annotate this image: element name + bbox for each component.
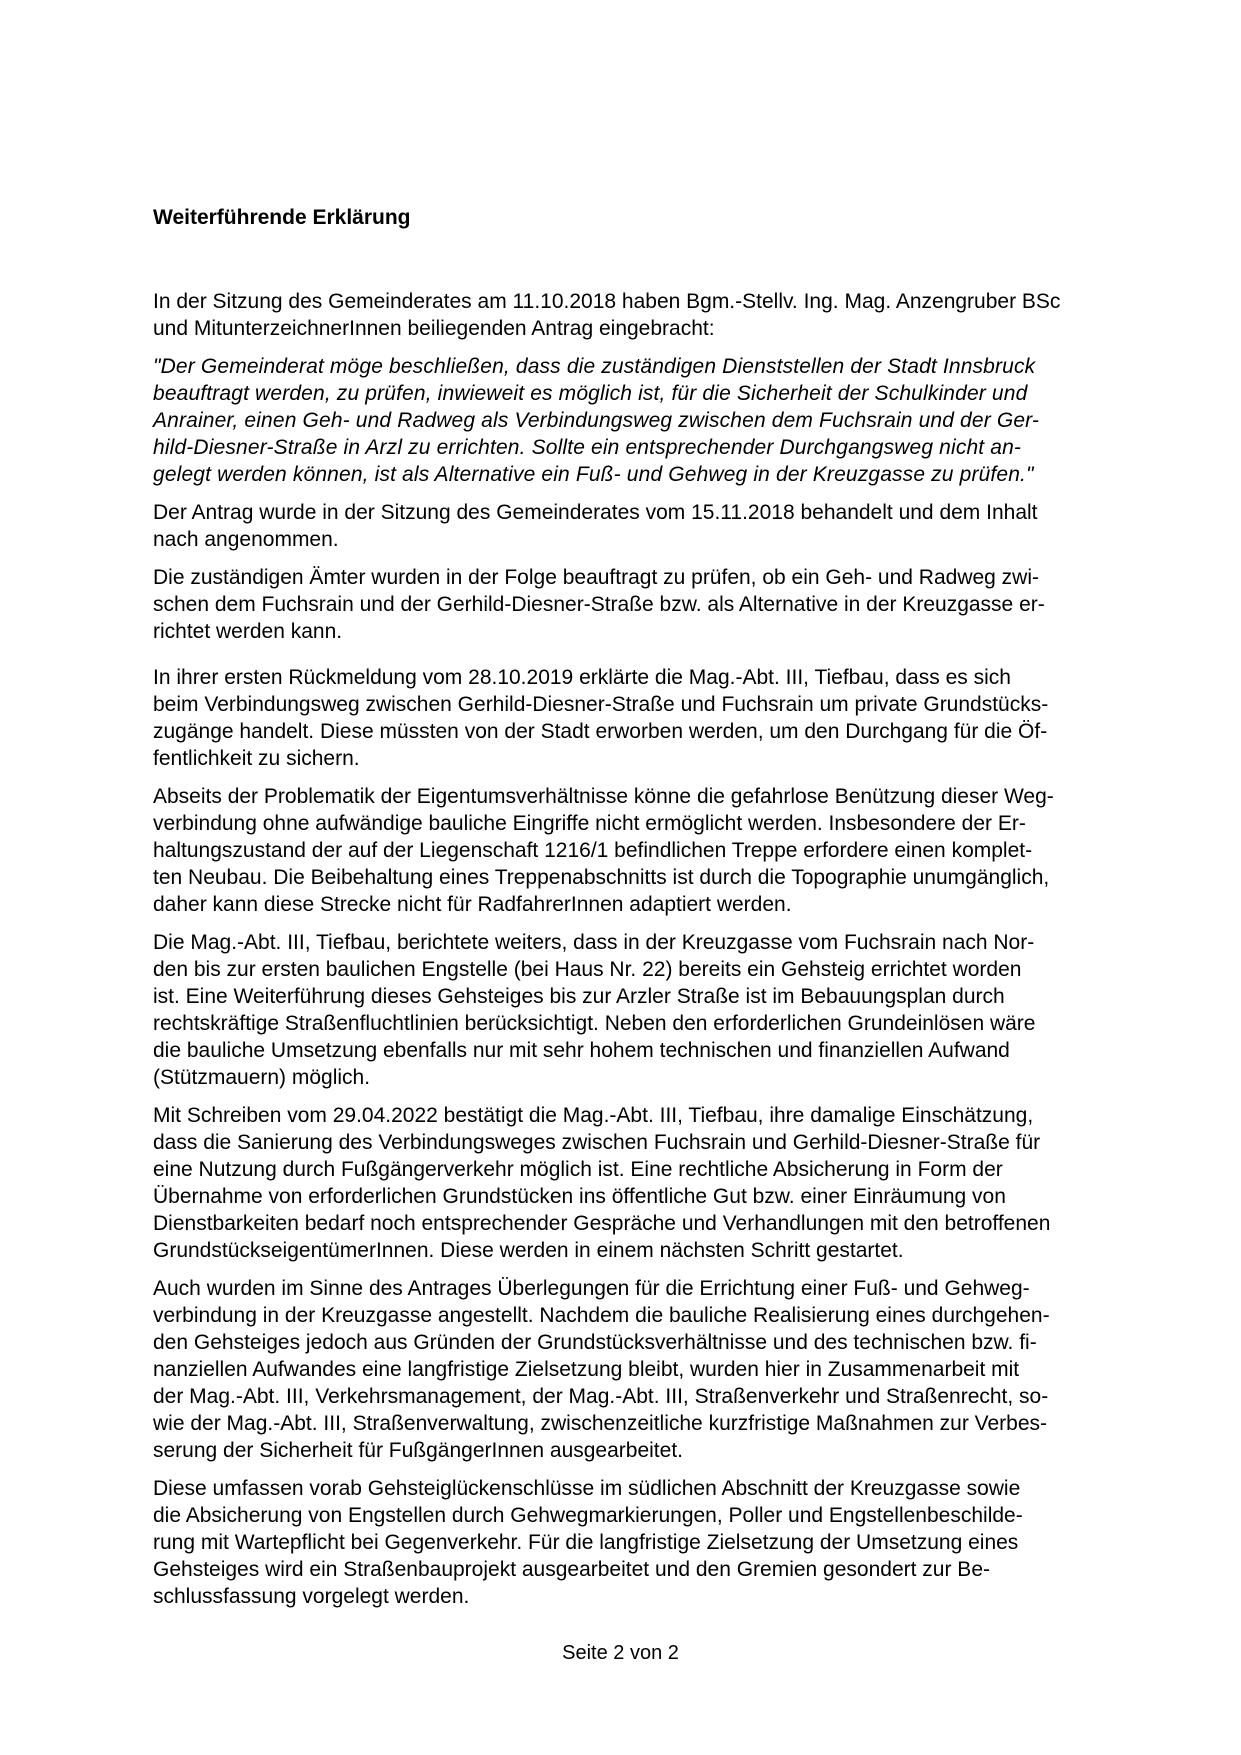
paragraph-line: zugänge handelt. Diese müssten von der Stadt erworben werden, um den Durchgang für die Öf- xyxy=(153,720,1048,743)
paragraph-line: In ihrer ersten Rückmeldung vom 28.10.2019 erklärte die Mag.-Abt. III, Tiefbau, dass es sich xyxy=(153,666,1011,689)
quote-line: Anrainer, einen Geh- und Radweg als Verbindungsweg zwischen dem Fuchsrain und der Ger- xyxy=(153,409,1040,432)
paragraph-line: und MitunterzeichnerInnen beiliegenden Antrag eingebracht: xyxy=(153,317,715,340)
quote-line: hild-Diesner-Straße in Arzl zu errichten. Sollte ein entsprechender Durchgangsweg nicht an- xyxy=(153,436,1022,459)
paragraph-line: ten Neubau. Die Beibehaltung eines Treppenabschnitts ist durch die Topographie unumgänglich, xyxy=(153,866,1050,889)
paragraph-line: den bis zur ersten baulichen Engstelle (bei Haus Nr. 22) bereits ein Gehsteig errichtet worden xyxy=(153,958,1022,981)
paragraph-line: eine Nutzung durch Fußgängerverkehr möglich ist. Eine rechtliche Absicherung in Form der xyxy=(153,1158,1003,1181)
paragraph-first-feedback xyxy=(153,664,1138,772)
paragraph-assignment xyxy=(153,564,1138,645)
paragraph-line: In der Sitzung des Gemeinderates am 11.10.2018 haben Bgm.-Stellv. Ing. Mag. Anzengruber BSc xyxy=(153,290,1061,313)
paragraph-intro xyxy=(153,288,1138,342)
paragraph-line: dass die Sanierung des Verbindungsweges zwischen Fuchsrain und Gerhild-Diesner-Straße für xyxy=(153,1131,1041,1154)
paragraph-line: Diese umfassen vorab Gehsteiglückenschlüsse im südlichen Abschnitt der Kreuzgasse sowie xyxy=(153,1477,1021,1500)
paragraph-line: Mit Schreiben vom 29.04.2022 bestätigt die Mag.-Abt. III, Tiefbau, ihre damalige Einschätzung, xyxy=(153,1104,1034,1127)
document-body xyxy=(153,204,1138,1621)
paragraph-letter-2022 xyxy=(153,1102,1138,1264)
paragraph-ownership xyxy=(153,783,1138,918)
paragraph-line: (Stützmauern) möglich. xyxy=(153,1066,371,1089)
paragraph-line: Die zuständigen Ämter wurden in der Folge beauftragt zu prüfen, ob ein Geh- und Radweg zwi- xyxy=(153,566,1039,589)
document-heading: Weiterführende Erklärung xyxy=(153,206,411,229)
paragraph-line: die bauliche Umsetzung ebenfalls nur mit sehr hohem technischen und finanziellen Aufwand xyxy=(153,1039,1010,1062)
paragraph-line: Gehsteiges wird ein Straßenbauprojekt ausgearbeitet und den Gremien gesondert zur Be- xyxy=(153,1558,990,1581)
paragraph-line: richtet werden kann. xyxy=(153,620,343,643)
paragraph-line: Abseits der Problematik der Eigentumsverhältnisse könne die gefahrlose Benützung dieser Weg- xyxy=(153,785,1054,808)
paragraph-line: rung mit Wartepflicht bei Gegenverkehr. Für die langfristige Zielsetzung der Umsetzung eines xyxy=(153,1531,1019,1554)
paragraph-line: ist. Eine Weiterführung dieses Gehsteiges bis zur Arzler Straße ist im Bebauungsplan durch xyxy=(153,985,1005,1008)
paragraph-line: beim Verbindungsweg zwischen Gerhild-Diesner-Straße und Fuchsrain um private Grundstücks- xyxy=(153,693,1049,716)
paragraph-decision xyxy=(153,499,1138,553)
paragraph-line: serung der Sicherheit für FußgängerInnen ausgearbeitet. xyxy=(153,1439,683,1462)
paragraph-measures xyxy=(153,1275,1138,1464)
page-number-footer: Seite 2 von 2 xyxy=(562,1642,679,1664)
paragraph-line: Die Mag.-Abt. III, Tiefbau, berichtete weiters, dass in der Kreuzgasse vom Fuchsrain nach Nor- xyxy=(153,931,1035,954)
paragraph-line: schlussfassung vorgelegt werden. xyxy=(153,1585,470,1608)
paragraph-line: daher kann diese Strecke nicht für RadfahrerInnen adaptiert werden. xyxy=(153,893,792,916)
paragraph-line: nanziellen Aufwandes eine langfristige Zielsetzung bleibt, wurden hier in Zusammenarbeit mit xyxy=(153,1358,1020,1381)
quote-line: gelegt werden können, ist als Alternative ein Fuß- und Gehweg in der Kreuzgasse zu prüfen." xyxy=(153,463,1034,486)
paragraph-line: rechtskräftige Straßenfluchtlinien berücksichtigt. Neben den erforderlichen Grundeinlösen wäre xyxy=(153,1012,1036,1035)
paragraph-line: den Gehsteiges jedoch aus Gründen der Grundstücksverhältnisse und des technischen bzw. fi- xyxy=(153,1331,1037,1354)
paragraph-line: wie der Mag.-Abt. III, Straßenverwaltung, zwischenzeitliche kurzfristige Maßnahmen zur Verbes- xyxy=(153,1412,1048,1435)
paragraph-line: die Absicherung von Engstellen durch Gehwegmarkierungen, Poller und Engstellenbeschilde- xyxy=(153,1504,1023,1527)
paragraph-line: verbindung in der Kreuzgasse angestellt. Nachdem die bauliche Realisierung eines durchgehen- xyxy=(153,1304,1050,1327)
paragraph-kreuzgasse xyxy=(153,929,1138,1091)
paragraph-line: schen dem Fuchsrain und der Gerhild-Diesner-Straße bzw. als Alternative in der Kreuzgasse er- xyxy=(153,593,1045,616)
paragraph-line: haltungszustand der auf der Liegenschaft 1216/1 befindlichen Treppe erfordere einen komplet- xyxy=(153,839,1033,862)
quote-line: beauftragt werden, zu prüfen, inwieweit es möglich ist, für die Sicherheit der Schulkinder und xyxy=(153,382,1028,405)
paragraph-line: Dienstbarkeiten bedarf noch entsprechender Gespräche und Verhandlungen mit den betroffenen xyxy=(153,1212,1051,1235)
paragraph-line: Übernahme von erforderlichen Grundstücken ins öffentliche Gut bzw. einer Einräumung von xyxy=(153,1185,1006,1208)
paragraph-line: Auch wurden im Sinne des Antrages Überlegungen für die Errichtung einer Fuß- und Gehweg- xyxy=(153,1277,1030,1300)
paragraph-conclusion xyxy=(153,1475,1138,1610)
paragraph-line: nach angenommen. xyxy=(153,528,339,551)
paragraph-motion-quote xyxy=(153,353,1138,488)
paragraph-line: GrundstückseigentümerInnen. Diese werden in einem nächsten Schritt gestartet. xyxy=(153,1239,904,1262)
paragraph-line: fentlichkeit zu sichern. xyxy=(153,747,360,770)
paragraph-line: verbindung ohne aufwändige bauliche Eingriffe nicht ermöglicht werden. Insbesondere der Er- xyxy=(153,812,1026,835)
paragraph-line: Der Antrag wurde in der Sitzung des Gemeinderates vom 15.11.2018 behandelt und dem Inhalt xyxy=(153,501,1038,524)
paragraph-line: der Mag.-Abt. III, Verkehrsmanagement, der Mag.-Abt. III, Straßenverkehr und Straßenrecht, so- xyxy=(153,1385,1049,1408)
quote-line: "Der Gemeinderat möge beschließen, dass die zuständigen Dienststellen der Stadt Innsbruck xyxy=(153,355,1036,378)
